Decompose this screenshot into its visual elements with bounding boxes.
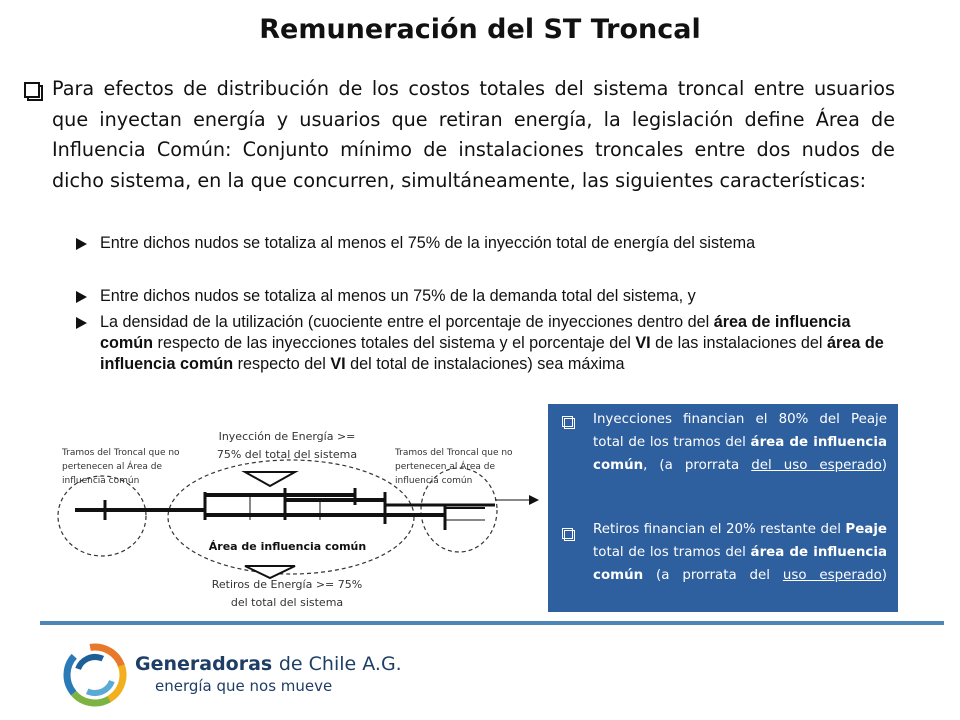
right-segment-label: Tramos del Troncal que no pertenecen al Área de influencia común (395, 448, 513, 486)
withdrawals-paragraph: Retiros financian el 20% restante del Peaje total de los tramos del área de influencia común (a prorrata del uso esperado) (593, 522, 887, 583)
bullet-item-1: Entre dichos nudos se totaliza al menos el 75% de la inyección total de energía del sistema (100, 234, 756, 252)
company-name: Generadoras de Chile A.G. (135, 653, 402, 675)
company-tagline: energía que nos mueve (155, 677, 333, 695)
financing-info-box (548, 404, 898, 612)
company-logo-icon (62, 642, 128, 708)
left-ellipse (58, 476, 146, 556)
bullet-item-3: La densidad de la utilización (cuociente entre el porcentaje de inyecciones dentro del área de influencia común respecto de las inyecciones totales del sistema y el porcentaje del VI de las instalaciones del área de influencia común respecto del VI del total de instalaciones) sea máxima (100, 313, 884, 373)
injection-arrow-icon (245, 472, 295, 486)
page-title: Remuneración del ST Troncal (259, 14, 701, 45)
bullet-item-2: Entre dichos nudos se totaliza al menos un 75% de la demanda total del sistema, y (100, 287, 696, 305)
checkbox-bullet-icon (20, 78, 50, 108)
main-paragraph: Para efectos de distribución de los costos totales del sistema troncal entre usuarios que inyectan energía y usuarios que retiran energía, la legislación define Área de Influencia Común: Conjunto mínimo de instalaciones troncales entre dos nudos de dicho sistema, en la que concurren, simultáneamente, las siguientes características: (52, 77, 895, 192)
left-segment-label: Tramos del Troncal que no pertenecen al Área de influencia común (62, 448, 180, 486)
common-area-label: Área de influencia común (208, 540, 367, 553)
flow-arrow-icon (529, 495, 539, 505)
withdrawal-label: Retiros de Energía >= 75% del total del sistema (211, 578, 363, 609)
arrow-bullet-icon (76, 291, 87, 303)
footer-divider (40, 621, 944, 625)
checkbox-bullet-icon (560, 526, 574, 540)
injection-label: Inyección de Energía >= 75% del total del sistema (216, 430, 358, 461)
injections-paragraph: Inyecciones financian el 80% del Peaje total de los tramos del área de influencia común, (a prorrata del uso esperado) (593, 412, 887, 473)
checkbox-bullet-icon (560, 414, 574, 428)
arrow-bullet-icon (76, 238, 87, 250)
arrow-bullet-icon (76, 317, 87, 329)
network-lines (75, 488, 535, 530)
